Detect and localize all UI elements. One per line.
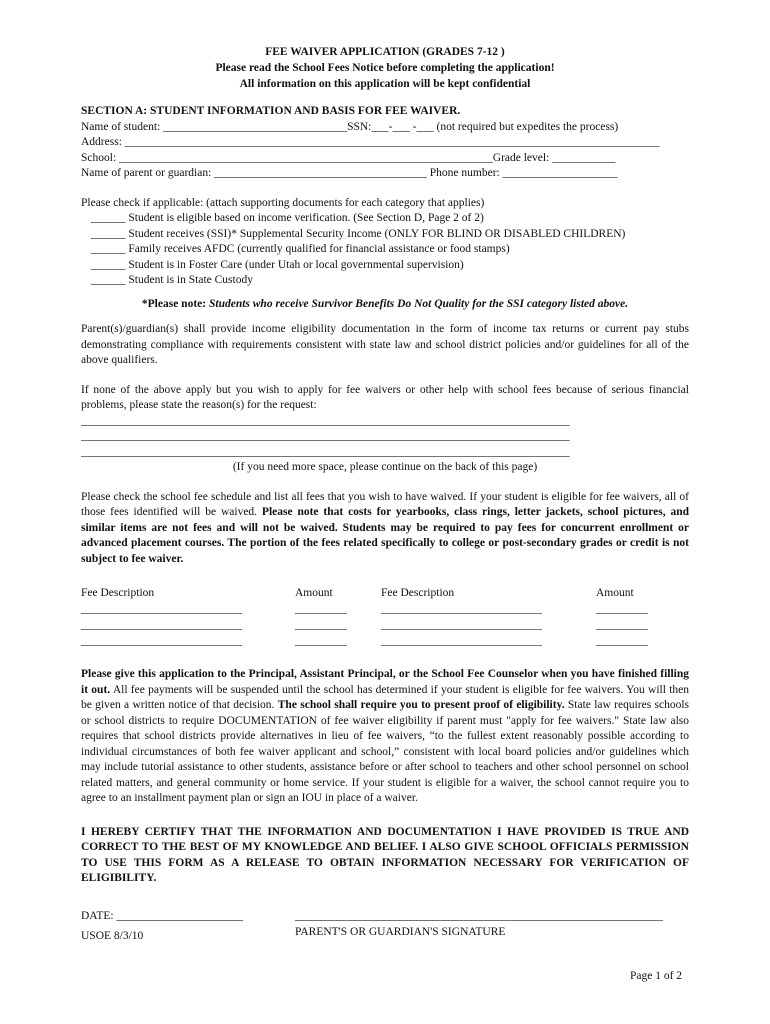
fee-desc-blank[interactable]: ____________________________ — [381, 603, 542, 615]
check-ssi[interactable]: ______ Student receives (SSI)* Supplemental Security Income (ONLY FOR BLIND OR DISABLED CHILDREN) — [91, 227, 626, 240]
fee-desc-blank[interactable]: ____________________________ — [81, 619, 242, 631]
parent-name-line[interactable]: Name of parent or guardian: _____________________________________ Phone number: ____________________ — [81, 167, 618, 179]
amount-blank[interactable]: _________ — [295, 635, 347, 647]
amount-header: Amount — [295, 587, 333, 599]
submit-normal-2: State law requires schools or school districts to require DOCUMENTATION of fee waiver eligibility if parent must "apply for fee waivers." State law also requires that school districts provide alternatives in lieu of fee waivers, “to the fullest extent reasonably possible according to individual circumstances of both fee waiver applicant and school,” consistent with local board policies and/or guidelines which may include tutorial assistance to other students, assistance before or after school to teachers and other school personnel on school related matters, and general community or home service. If your student is eligible for a waiver, the school cannot require you to agree to an installment payment plan or sign an IOU in place of a waiver. — [81, 699, 689, 804]
signature-line[interactable]: ________________________________________________________________ — [295, 909, 663, 922]
ssi-note — [81, 297, 689, 313]
submit-bold-2: The school shall require you to present proof of eligibility. — [277, 699, 565, 711]
amount-blank[interactable]: _________ — [596, 635, 648, 647]
reason-line-3[interactable]: _____________________________________________________________________________________ — [81, 445, 570, 458]
check-foster-care[interactable]: ______ Student is in Foster Care (under Utah or local governmental supervision) — [91, 258, 464, 271]
check-afdc[interactable]: ______ Family receives AFDC (currently qualified for financial assistance or food stamps) — [91, 243, 510, 255]
fee-table — [81, 585, 689, 647]
fee-desc-blank[interactable]: ____________________________ — [381, 635, 542, 647]
amount-header: Amount — [596, 587, 634, 599]
confidentiality-notice: All information on this application will be kept confidential — [239, 78, 531, 90]
amount-column-2 — [596, 585, 648, 649]
section-a-heading: SECTION A: STUDENT INFORMATION AND BASIS FOR FEE WAIVER. — [81, 105, 461, 117]
amount-blank[interactable]: _________ — [295, 619, 347, 631]
date-field[interactable]: DATE: ______________________ — [81, 909, 243, 922]
signature-label: PARENT'S OR GUARDIAN'S SIGNATURE — [295, 925, 506, 938]
more-space-note: (If you need more space, please continue on the back of this page) — [232, 461, 538, 473]
address-line[interactable]: Address: _____________________________________________________________________________________________ — [81, 136, 660, 148]
form-page — [81, 44, 689, 945]
instruction-read-notice: Please read the School Fees Notice before completing the application! — [215, 62, 555, 74]
fee-desc-blank[interactable]: ____________________________ — [381, 619, 542, 631]
fee-desc-header: Fee Description — [81, 587, 155, 599]
reason-line-2[interactable]: _____________________________________________________________________________________ — [81, 430, 570, 442]
school-line[interactable]: School: _________________________________________________________________Grade level: ___________ — [81, 151, 616, 164]
fees-paragraph — [81, 490, 689, 568]
amount-blank[interactable]: _________ — [295, 603, 347, 615]
note-prefix: *Please note: — [141, 297, 209, 310]
submit-instructions-paragraph — [81, 667, 689, 807]
fee-desc-blank[interactable]: ____________________________ — [81, 603, 242, 615]
amount-blank[interactable]: _________ — [596, 619, 648, 631]
certification-statement: I HEREBY CERTIFY THAT THE INFORMATION AND DOCUMENTATION I HAVE PROVIDED IS TRUE AND CORRECT TO THE BEST OF MY KNOWLEDGE AND BELIEF. I ALSO GIVE SCHOOL OFFICIALS PERMISSION TO USE THIS FORM AS A RELEASE TO OBTAIN INFORMATION NECESSARY FOR VERIFICATION OF ELIGIBILITY. — [81, 825, 689, 884]
income-documentation-paragraph: Parent(s)/guardian(s) shall provide income eligibility documentation in the form of income tax returns or current pay stubs demonstrating compliance with requirements consistent with state law and school district policies and/or guidelines for all of the above qualifiers. — [81, 323, 689, 366]
note-text: Students who receive Survivor Benefits Do Not Quality for the SSI category listed above. — [208, 297, 629, 310]
fees-paragraph-bold: Please note that costs for yearbooks, class rings, letter jackets, school pictures, and similar items are not fees and will not be waived. Students may be required to pay fees for concurrent enrollment or advanced placement courses. The portion of the fees related specifically to college or post-secondary grades or credit is not subject to fee waiver. — [81, 506, 689, 565]
fee-desc-header: Fee Description — [381, 587, 455, 599]
submit-bold-1: Please give this application to the Principal, Assistant Principal, or the School Fee Counselor when you have finished filling it out. — [81, 668, 689, 696]
fee-desc-blank[interactable]: ____________________________ — [81, 635, 242, 647]
amount-blank[interactable]: _________ — [596, 603, 648, 615]
signature-row — [81, 909, 689, 945]
check-income-verification[interactable]: ______ Student is eligible based on income verification. (See Section D, Page 2 of 2) — [91, 212, 484, 224]
fees-paragraph-normal: Please check the school fee schedule and list all fees that you wish to have waived. If your student is eligible for fee waivers, all of those fees identified will be waived. — [81, 490, 689, 518]
form-title: FEE WAIVER APPLICATION (GRADES 7-12 ) — [265, 46, 505, 58]
page-number: Page 1 of 2 — [630, 970, 683, 982]
amount-column-1 — [295, 585, 347, 649]
fee-desc-column-2 — [381, 585, 542, 649]
reason-line-1[interactable]: _____________________________________________________________________________________ — [81, 414, 570, 427]
fee-desc-column-1 — [81, 585, 242, 649]
submit-normal-1: All fee payments will be suspended until the school has determined if your student is eligible for fee waivers. You will then be given a written notice of that decision. — [81, 683, 690, 711]
check-state-custody[interactable]: ______ Student is in State Custody — [91, 274, 253, 286]
check-intro: Please check if applicable: (attach supporting documents for each category that applies) — [81, 196, 485, 209]
student-name-line[interactable]: Name of student: ________________________________SSN:___-___ -___ (not required but expedites the process) — [81, 120, 619, 133]
form-id: USOE 8/3/10 — [81, 930, 144, 942]
reasons-prompt: If none of the above apply but you wish to apply for fee waivers or other help with school fees because of serious financial problems, please state the reason(s) for the request: — [81, 383, 689, 411]
